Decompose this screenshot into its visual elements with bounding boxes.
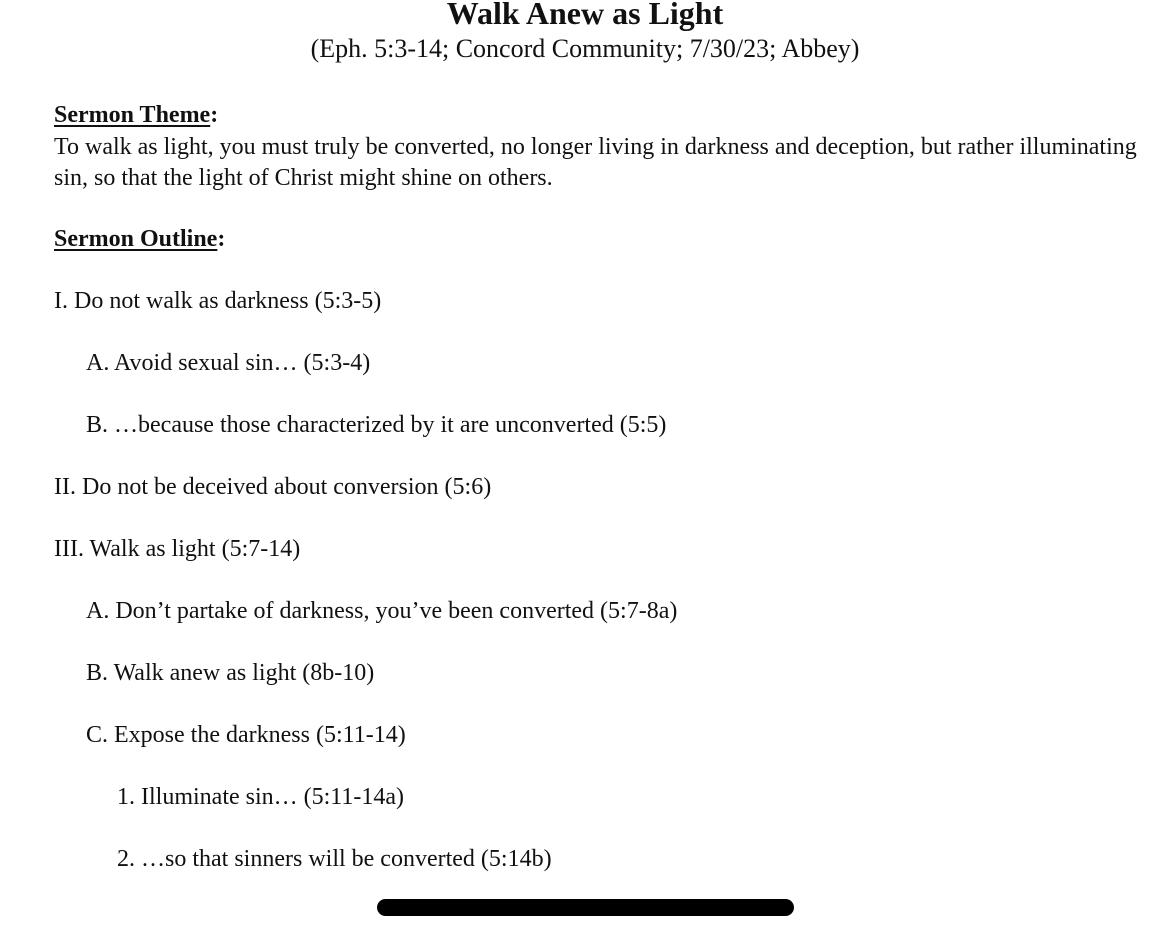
home-indicator[interactable] <box>377 899 794 916</box>
sermon-subtitle: (Eph. 5:3-14; Concord Community; 7/30/23; Abbey) <box>310 34 860 63</box>
outline-heading-label: Sermon Outline <box>54 226 218 252</box>
outline-item-1: I. Do not walk as darkness (5:3-5) <box>54 288 382 314</box>
outline-item-2: II. Do not be deceived about conversion (5:6) <box>54 474 492 500</box>
outline-item-3b: B. Walk anew as light (8b-10) <box>86 660 375 686</box>
outline-heading <box>54 224 225 254</box>
sermon-title: Walk Anew as Light <box>446 0 724 31</box>
theme-heading-colon: : <box>210 102 219 128</box>
outline-item-3c: C. Expose the darkness (5:11-14) <box>86 722 406 748</box>
outline-item-1a: A. Avoid sexual sin… (5:3-4) <box>86 350 371 376</box>
outline-item-3a: A. Don’t partake of darkness, you’ve been converted (5:7-8a) <box>86 598 678 624</box>
theme-heading <box>54 100 218 130</box>
outline-heading-colon: : <box>217 226 226 252</box>
outline-item-1b: B. …because those characterized by it are unconverted (5:5) <box>86 412 667 438</box>
outline-item-3: III. Walk as light (5:7-14) <box>54 536 301 562</box>
outline-item-3c1: 1. Illuminate sin… (5:11-14a) <box>117 784 405 810</box>
theme-heading-label: Sermon Theme <box>54 102 211 128</box>
outline-item-3c2: 2. …so that sinners will be converted (5:14b) <box>117 846 552 872</box>
theme-text: To walk as light, you must truly be converted, no longer living in darkness and deception, but rather illuminating sin, so that the light of Christ might shine on others. <box>54 134 1137 191</box>
